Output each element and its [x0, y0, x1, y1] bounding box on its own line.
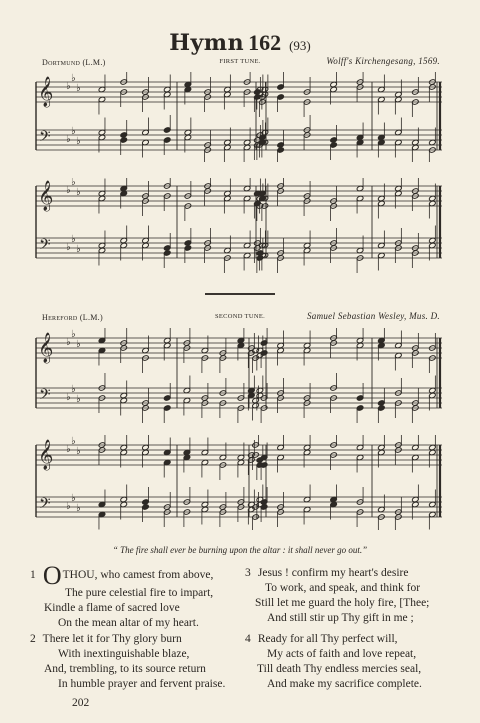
bass-clef-icon: 𝄢 [39, 128, 51, 149]
epigraph: “ The fire shall ever be burning upon the altar : it shall never go out.” [112, 545, 368, 555]
verse-line: And make my sacrifice complete. [267, 678, 422, 690]
flat-icon: ♭ [66, 337, 71, 348]
score-system-4 [34, 435, 444, 530]
flat-icon: ♭ [76, 503, 81, 514]
flat-icon: ♭ [71, 436, 76, 447]
verse-number: 2 [30, 633, 36, 645]
verse-4 [245, 632, 450, 692]
flat-icon: ♭ [76, 187, 81, 198]
second-tune-label: SECOND TUNE. [214, 313, 266, 320]
treble-clef-icon: 𝄞 [38, 181, 54, 211]
flat-icon: ♭ [71, 493, 76, 504]
verse-2 [30, 632, 235, 692]
bass-clef-icon: 𝄢 [39, 236, 51, 257]
second-tune-name: Hereford (L.M.) [42, 313, 103, 322]
verse-1 [30, 561, 235, 631]
flat-icon: ♭ [66, 81, 71, 92]
flat-icon: ♭ [71, 384, 76, 395]
flat-icon: ♭ [66, 242, 71, 253]
flat-icon: ♭ [71, 73, 76, 84]
bass-clef-icon: 𝄢 [39, 386, 51, 407]
score-system-1 [34, 72, 444, 162]
flat-icon: ♭ [66, 134, 71, 145]
alt-hymn-number: (93) [289, 38, 311, 53]
verse-line: And, trembling, to its source return [44, 663, 206, 675]
verse-number: 3 [245, 567, 251, 579]
bass-clef-icon: 𝄢 [39, 495, 51, 516]
first-tune-name: Dortmund (L.M.) [42, 58, 106, 67]
flat-icon: ♭ [66, 501, 71, 512]
flat-icon: ♭ [76, 339, 81, 350]
verse-3 [245, 566, 450, 626]
verse-line: Till death Thy endless mercies seal, [257, 663, 422, 675]
hymn-title [0, 30, 480, 56]
verse-line: To work, and speak, and think for [265, 582, 421, 594]
hymn-number: 162 [248, 30, 282, 55]
tune-divider [205, 293, 275, 295]
verse-line: Jesus ! confirm my heart's desire [257, 567, 409, 579]
verse-number: 4 [245, 633, 251, 645]
flat-icon: ♭ [76, 446, 81, 457]
verse-line: In humble prayer and fervent praise. [58, 678, 226, 690]
flat-icon: ♭ [66, 444, 71, 455]
hymn-title-word: Hymn [169, 30, 245, 56]
flat-icon: ♭ [71, 329, 76, 340]
flat-icon: ♭ [71, 178, 76, 188]
verse-line: THOU, who camest from above, [62, 569, 214, 581]
verse-line: The pure celestial fire to impart, [65, 587, 214, 599]
verse-line: Ready for all Thy perfect will, [257, 633, 398, 645]
score-system-3 [34, 328, 444, 423]
flat-icon: ♭ [71, 234, 76, 245]
score-system-2 [34, 178, 444, 273]
verse-number: 1 [30, 569, 36, 581]
verse-line: Kindle a flame of sacred love [44, 602, 180, 614]
verse-line: With inextinguishable blaze, [58, 648, 190, 660]
verse-line: My acts of faith and love repeat, [267, 648, 417, 660]
verse-line: On the mean altar of my heart. [58, 617, 199, 629]
verse-line-overflow: [Thee; [399, 597, 430, 609]
treble-clef-icon: 𝄞 [38, 333, 54, 363]
flat-icon: ♭ [76, 83, 81, 94]
drop-cap: O [42, 561, 62, 590]
flat-icon: ♭ [76, 136, 81, 147]
verse-line: And still stir up Thy gift in me ; [267, 612, 414, 624]
treble-clef-icon: 𝄞 [38, 77, 54, 107]
page-number: 202 [72, 697, 90, 709]
flat-icon: ♭ [76, 394, 81, 405]
flat-icon: ♭ [66, 185, 71, 196]
verse-line: There let it for Thy glory burn [42, 633, 182, 645]
second-tune-source: Samuel Sebastian Wesley, Mus. D. [306, 311, 440, 321]
flat-icon: ♭ [76, 244, 81, 255]
treble-clef-icon: 𝄞 [38, 440, 54, 470]
first-tune-label: FIRST TUNE. [219, 58, 261, 65]
verse-line: Still let me guard the holy fire, [255, 597, 397, 609]
flat-icon: ♭ [66, 392, 71, 403]
first-tune-source: Wolff's Kirchengesang, 1569. [326, 56, 440, 66]
flat-icon: ♭ [71, 126, 76, 137]
